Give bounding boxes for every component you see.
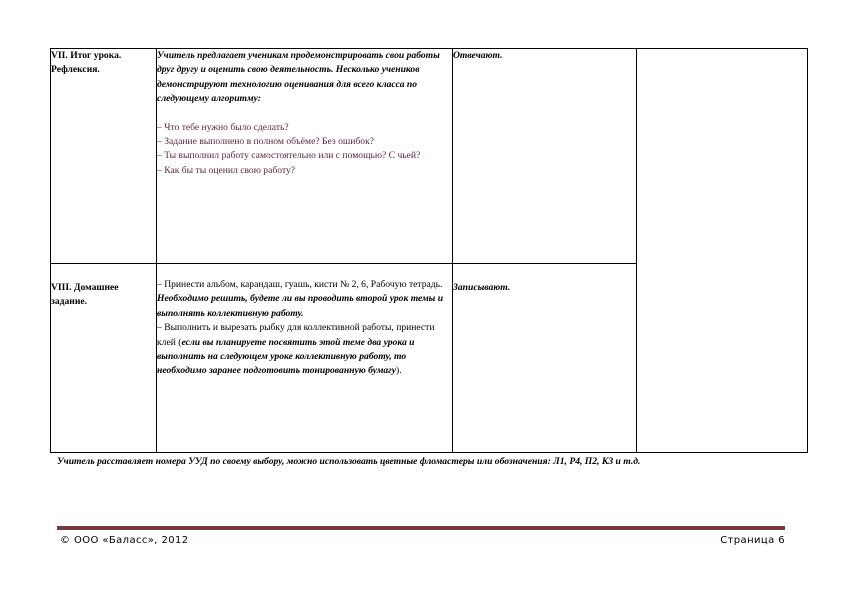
homework-line: – Принести альбом, карандаш, гуашь, кисти № 2, 6, Рабочую тетрадь. xyxy=(157,279,443,290)
reflection-question: – Что тебе нужно было сделать? xyxy=(157,121,289,133)
teacher-note: Учитель расставляет номера УУД по своему выбору, можно использовать цветные фломастеры или обозначения: Л1, Р4, П2, К3 и т.д. xyxy=(57,456,641,467)
homework-note: Необходимо решить, будете ли вы проводить второй урок темы и выполнять коллективную работу. xyxy=(157,293,444,319)
uud-cell xyxy=(637,49,808,453)
student-activity: Отвечают. xyxy=(453,50,503,61)
stage-label: VIII. Домашнее задание. xyxy=(51,282,119,308)
table-row xyxy=(51,49,808,264)
lesson-table xyxy=(50,48,808,453)
reflection-question: – Ты выполнил работу самостоятельно или с помощью? С чьей? xyxy=(157,150,421,162)
teacher-intro: Учитель предлагает ученикам продемонстрировать свои работы друг другу и оценить свою деятельность. Несколько учеников демонстрируют технологию оценивания для всего класса по следующему алгоритму: xyxy=(157,50,440,105)
footer-copyright: © ООО «Баласс», 2012 xyxy=(60,535,189,546)
student-activity-cell xyxy=(453,264,637,453)
student-activity: Записывают. xyxy=(453,282,511,293)
stage-cell xyxy=(51,264,157,453)
footer-divider xyxy=(57,526,785,530)
stage-cell xyxy=(51,49,157,264)
homework-task-condition: если вы планируете посвятить этой теме два урока и выполнить на следующем уроке коллективную работу, то необходимо заранее подготовить тонированную бумагу xyxy=(157,336,415,377)
homework-task-text: – Выполнить и вырезать рыбку для коллективной работы, принести клей ( xyxy=(157,322,435,348)
homework-task xyxy=(157,321,452,379)
student-activity-cell xyxy=(453,49,637,264)
homework-task-end: ). xyxy=(396,365,402,377)
teacher-activity-cell xyxy=(157,264,453,453)
reflection-question: – Задание выполнено в полном объёме? Без ошибок? xyxy=(157,136,374,148)
stage-label: VII. Итог урока. Рефлексия. xyxy=(51,50,122,76)
reflection-question: – Как бы ты оценил свою работу? xyxy=(157,164,296,176)
page-number: Страница 6 xyxy=(720,535,785,546)
teacher-activity-cell xyxy=(157,49,453,264)
